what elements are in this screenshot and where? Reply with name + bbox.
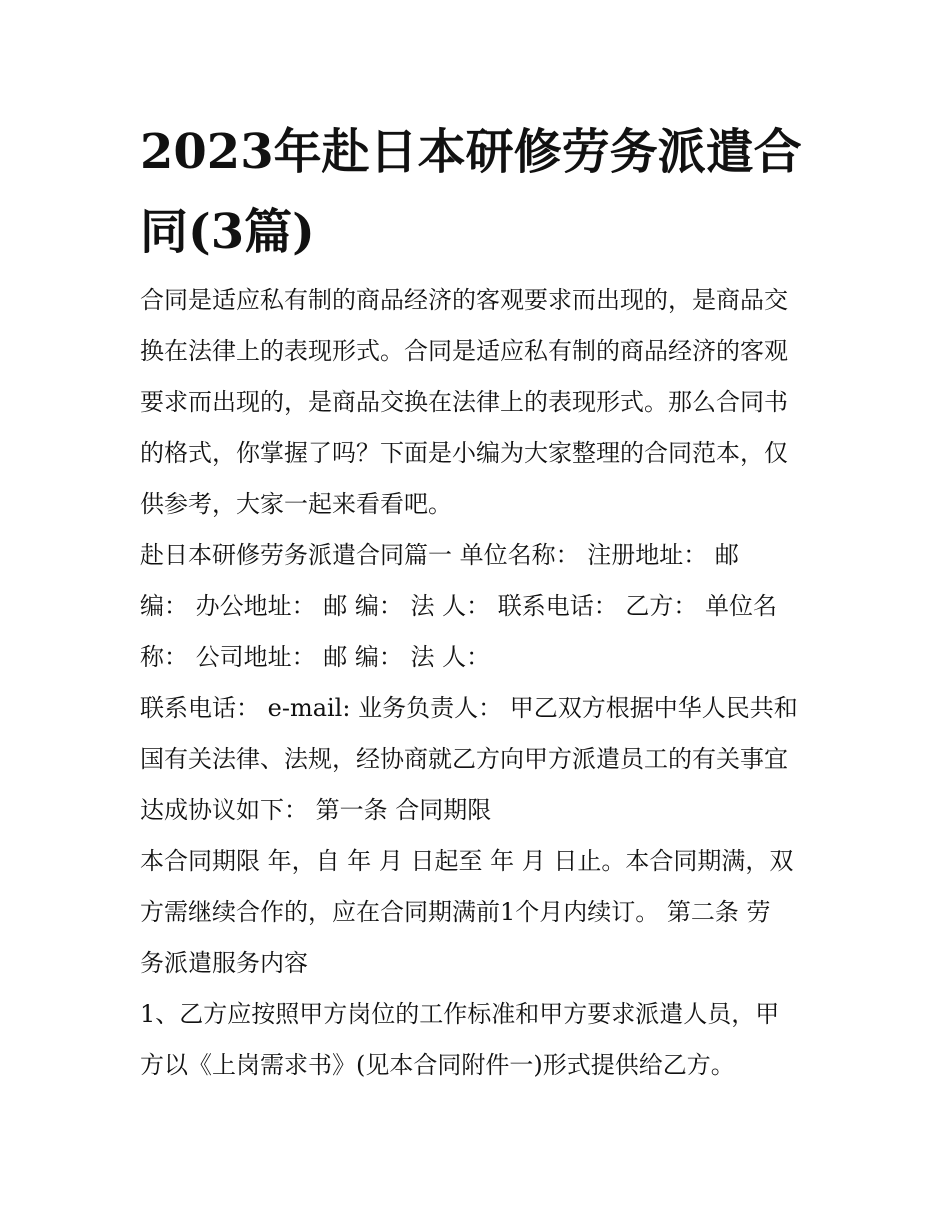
body-line: 要求而出现的，是商品交换在法律上的表现形式。那么合同书 bbox=[140, 388, 788, 416]
document-title bbox=[140, 112, 820, 272]
body-line: 务派遣服务内容 bbox=[140, 949, 308, 977]
document-body bbox=[140, 275, 820, 1091]
body-line: 联系电话： e-mail: 业务负责人： 甲乙双方根据中华人民共和 bbox=[140, 694, 798, 722]
title-line: 同(3篇) bbox=[140, 204, 315, 260]
body-line: 国有关法律、法规，经协商就乙方向甲方派遣员工的有关事宜 bbox=[140, 745, 788, 773]
body-line: 编： 办公地址： 邮 编： 法 人： 联系电话： 乙方： 单位名 bbox=[140, 592, 778, 620]
body-line: 换在法律上的表现形式。合同是适应私有制的商品经济的客观 bbox=[140, 337, 788, 365]
body-line: 合同是适应私有制的商品经济的客观要求而出现的，是商品交 bbox=[140, 286, 788, 314]
body-line: 的格式，你掌握了吗？下面是小编为大家整理的合同范本，仅 bbox=[140, 439, 788, 467]
body-line: 供参考，大家一起来看看吧。 bbox=[140, 490, 452, 518]
body-line: 方需继续合作的，应在合同期满前1个月内续订。 第二条 劳 bbox=[140, 898, 771, 926]
body-line: 方以《上岗需求书》(见本合同附件一)形式提供给乙方。 bbox=[140, 1051, 735, 1079]
body-line: 达成协议如下： 第一条 合同期限 bbox=[140, 796, 492, 824]
body-line: 称： 公司地址： 邮 编： 法 人： bbox=[140, 643, 491, 671]
body-line: 本合同期限 年，自 年 月 日起至 年 月 日止。本合同期满，双 bbox=[140, 847, 794, 875]
body-line: 1、乙方应按照甲方岗位的工作标准和甲方要求派遣人员，甲 bbox=[140, 1000, 780, 1028]
body-line: 赴日本研修劳务派遣合同篇一 单位名称： 注册地址： 邮 bbox=[140, 541, 739, 569]
title-line: 2023年赴日本研修劳务派遣合 bbox=[140, 124, 802, 180]
